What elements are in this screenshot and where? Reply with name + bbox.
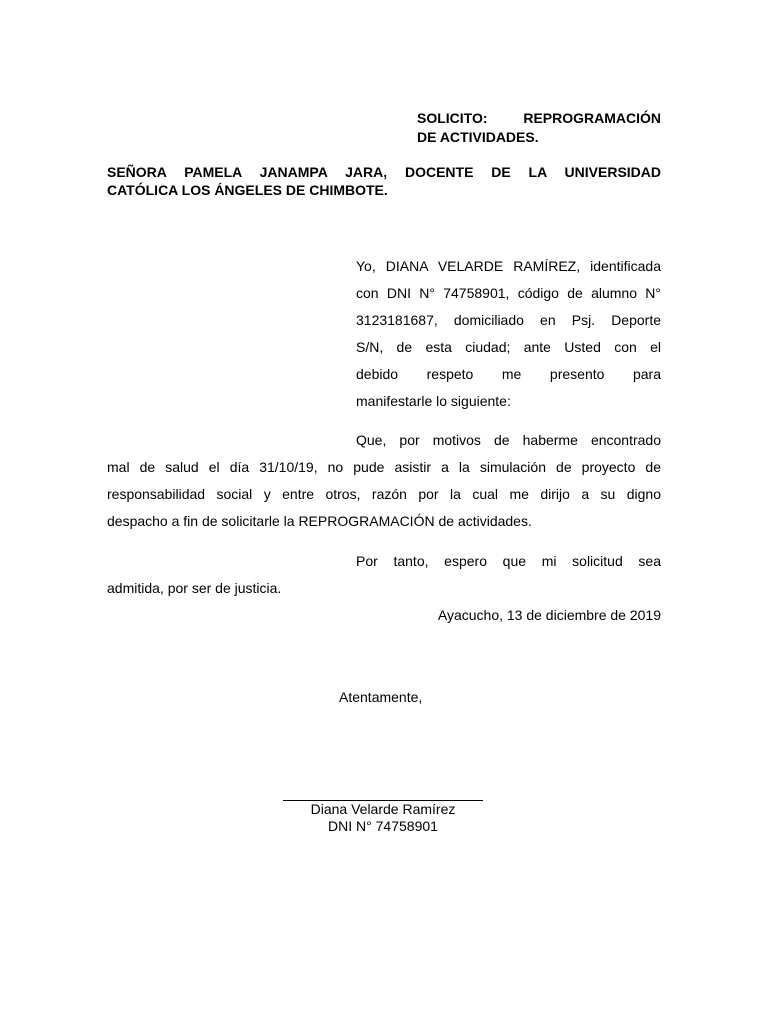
closing-text: Atentamente,	[339, 689, 423, 705]
paragraph-line: admitida, por ser de justicia.	[107, 580, 282, 596]
addressee-line-1: SEÑORA PAMELA JANAMPA JARA, DOCENTE DE LA UNIVERSIDAD	[107, 164, 661, 180]
subject-block	[417, 109, 661, 147]
paragraph-line: responsabilidad social y entre otros, razón por la cual me dirijo a su digno	[107, 486, 661, 502]
intro-line: 3123181687, domiciliado en Psj. Deporte	[356, 312, 661, 328]
paragraph-line: Por tanto, espero que mi solicitud sea	[356, 553, 661, 569]
signature-line	[283, 785, 483, 801]
intro-paragraph	[356, 253, 661, 415]
date-line: Ayacucho, 13 de diciembre de 2019	[437, 607, 661, 623]
paragraph-line: despacho a fin de solicitarle la REPROGRAMACIÓN de actividades.	[107, 513, 532, 529]
intro-line: manifestarle lo siguiente:	[356, 393, 511, 409]
signature-block	[233, 785, 533, 835]
addressee-line-2: CATÓLICA LOS ÁNGELES DE CHIMBOTE.	[107, 182, 388, 198]
signature-dni: DNI N° 74758901	[328, 818, 438, 834]
intro-line: S/N, de esta ciudad; ante Usted con el	[356, 339, 661, 355]
paragraph-line: Que, por motivos de haberme encontrado	[356, 432, 661, 448]
intro-line: con DNI N° 74758901, código de alumno N°	[356, 285, 661, 301]
subject-line-1: SOLICITO: REPROGRAMACIÓN	[417, 110, 661, 126]
body-paragraph-1	[107, 427, 661, 535]
intro-line: Yo, DIANA VELARDE RAMÍREZ, identificada	[356, 258, 661, 274]
paragraph-line: mal de salud el día 31/10/19, no pude asistir a la simulación de proyecto de	[107, 459, 661, 475]
body-paragraph-2	[107, 548, 661, 602]
subject-line-2: DE ACTIVIDADES.	[417, 129, 539, 145]
intro-line: debido respeto me presento para	[356, 366, 661, 382]
signature-name: Diana Velarde Ramírez	[310, 801, 456, 817]
addressee-block	[107, 163, 661, 199]
